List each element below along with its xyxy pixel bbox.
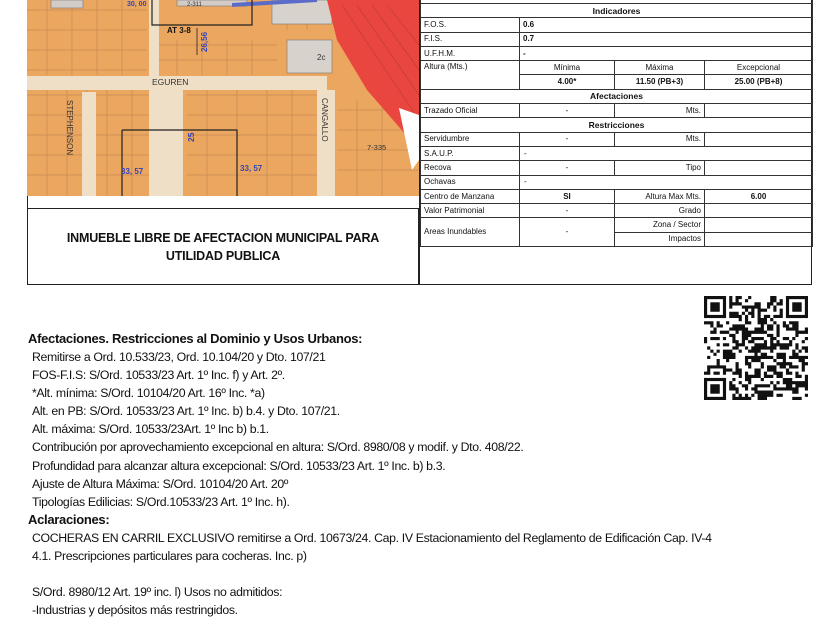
areas-impactos: Impactos <box>615 232 705 246</box>
label-dim-top: 30, 00 <box>127 1 147 8</box>
areas-label: Areas Inundables <box>421 218 520 247</box>
areas-value: - <box>520 218 615 247</box>
altura-min-value: 4.00* <box>520 75 615 89</box>
label-dim-top-small: 2-311 <box>187 2 202 8</box>
servidumbre-value: - <box>520 132 615 146</box>
street-stephenson-side <box>155 90 183 196</box>
label-street-cangallo: CANGALLO <box>320 98 329 142</box>
label-dim-left: 33, 57 <box>121 167 144 176</box>
centro-value: SI <box>520 189 615 203</box>
list-afectaciones <box>28 348 808 511</box>
label-dim-25: 25 <box>186 132 196 142</box>
altura-exc-value: 25.00 (PB+8) <box>705 75 813 89</box>
label-street-stephenson: STEPHENSON <box>65 100 74 156</box>
centro-label: Centro de Manzana <box>421 189 520 203</box>
altura-max-value: 11.50 (PB+3) <box>615 75 705 89</box>
centro-alt-label: Altura Max Mts. <box>615 189 705 203</box>
fis-value: 0.7 <box>520 32 813 46</box>
note-line: S/Ord. 8980/12 Art. 19º inc. l) Usos no admitidos: <box>32 585 283 600</box>
section-indicadores: Indicadores <box>421 4 813 18</box>
note-line: *Alt. mínima: S/Ord. 10104/20 Art. 16º Inc. *a) <box>32 386 265 401</box>
areas-zona: Zona / Sector <box>615 218 705 232</box>
note-line: Contribución por aprovechamiento excepcional en altura: S/Ord. 8980/08 y modif. y Dto. 408/22. <box>32 440 524 455</box>
notes-section <box>28 330 808 619</box>
trazado-label: Trazado Oficial <box>421 104 520 118</box>
col-excepcional: Excepcional <box>705 61 813 75</box>
altura-label: Altura (Mts.) <box>421 61 520 90</box>
note-line: Alt. máxima: S/Ord. 10533/23Art. 1º Inc b) b.1. <box>32 422 269 437</box>
trazado-unit: Mts. <box>615 104 705 118</box>
label-at: AT 3-8 <box>167 26 191 35</box>
note-line: COCHERAS EN CARRIL EXCLUSIVO remitirse a Ord. 10673/24. Cap. IV Estacionamiento del Reglamento de Edificación Cap. IV-4 <box>32 530 712 545</box>
note-line: Remitirse a Ord. 10.533/23, Ord. 10.104/20 y Dto. 107/21 <box>32 350 326 364</box>
fis-label: F.I.S. <box>421 32 520 46</box>
ufhm-label: U.F.H.M. <box>421 46 520 60</box>
recova-value: - <box>520 161 615 175</box>
note-line: Alt. en PB: S/Ord. 10533/23 Art. 1º Inc. b) b.4. y Dto. 107/21. <box>32 404 340 419</box>
col-maxima: Máxima <box>615 61 705 75</box>
saup-label: S.A.U.P. <box>421 146 520 160</box>
label-dim-right: 33, 57 <box>240 164 263 173</box>
valor-label: Valor Patrimonial <box>421 204 520 218</box>
label-street-eguren: EGUREN <box>152 77 189 87</box>
servidumbre-unit: Mts. <box>615 132 705 146</box>
valor-value: - <box>520 204 615 218</box>
recova-tipo: Tipo <box>615 161 705 175</box>
note-line: Tipologías Edilicias: S/Ord.10533/23 Art. 1º Inc. h). <box>32 494 290 509</box>
street-stephenson <box>82 92 96 196</box>
note-line: 4.1. Prescripciones particulares para cocheras. Inc. p) <box>32 548 307 563</box>
heading-afectaciones: Afectaciones. Restricciones al Dominio y Usos Urbanos: <box>28 331 363 346</box>
note-line: -Industrias y depósitos más restringidos. <box>32 603 238 618</box>
note-line: Profundidad para alcanzar altura excepcional: S/Ord. 10533/23 Art. 1º Inc. b) b.3. <box>32 458 446 473</box>
caption-box <box>27 208 419 285</box>
label-dim-vertical: 26,56 <box>200 31 209 52</box>
section-afectaciones: Afectaciones <box>421 89 813 103</box>
zoning-map[interactable] <box>27 0 419 196</box>
recova-label: Recova <box>421 161 520 175</box>
note-line: Ajuste de Altura Máxima: S/Ord. 10104/20 Art. 20º <box>32 476 288 491</box>
servidumbre-label: Servidumbre <box>421 132 520 146</box>
label-zone-7335: 7-335 <box>367 143 387 152</box>
fos-value: 0.6 <box>520 18 813 32</box>
caption-text: INMUEBLE LIBRE DE AFECTACION MUNICIPAL PARA UTILIDAD PUBLICA <box>66 231 380 263</box>
label-zone-2c: 2c <box>317 53 326 62</box>
centro-alt-value: 6.00 <box>705 189 813 203</box>
valor-grado: Grado <box>615 204 705 218</box>
fos-label: F.O.S. <box>421 18 520 32</box>
heading-aclaraciones: Aclaraciones: <box>28 511 110 527</box>
col-minima: Mínima <box>520 61 615 75</box>
indicators-panel <box>419 0 812 285</box>
ufhm-value: - <box>520 46 813 60</box>
ochavas-label: Ochavas <box>421 175 520 189</box>
saup-value: - <box>520 146 813 160</box>
note-line: FOS-F.I.S: S/Ord. 10533/23 Art. 1º Inc. f) y Art. 2º. <box>32 368 285 383</box>
ochavas-value: - <box>520 175 813 189</box>
map-canvas <box>27 0 419 196</box>
trazado-value: - <box>520 104 615 118</box>
section-restricciones: Restricciones <box>421 118 813 132</box>
